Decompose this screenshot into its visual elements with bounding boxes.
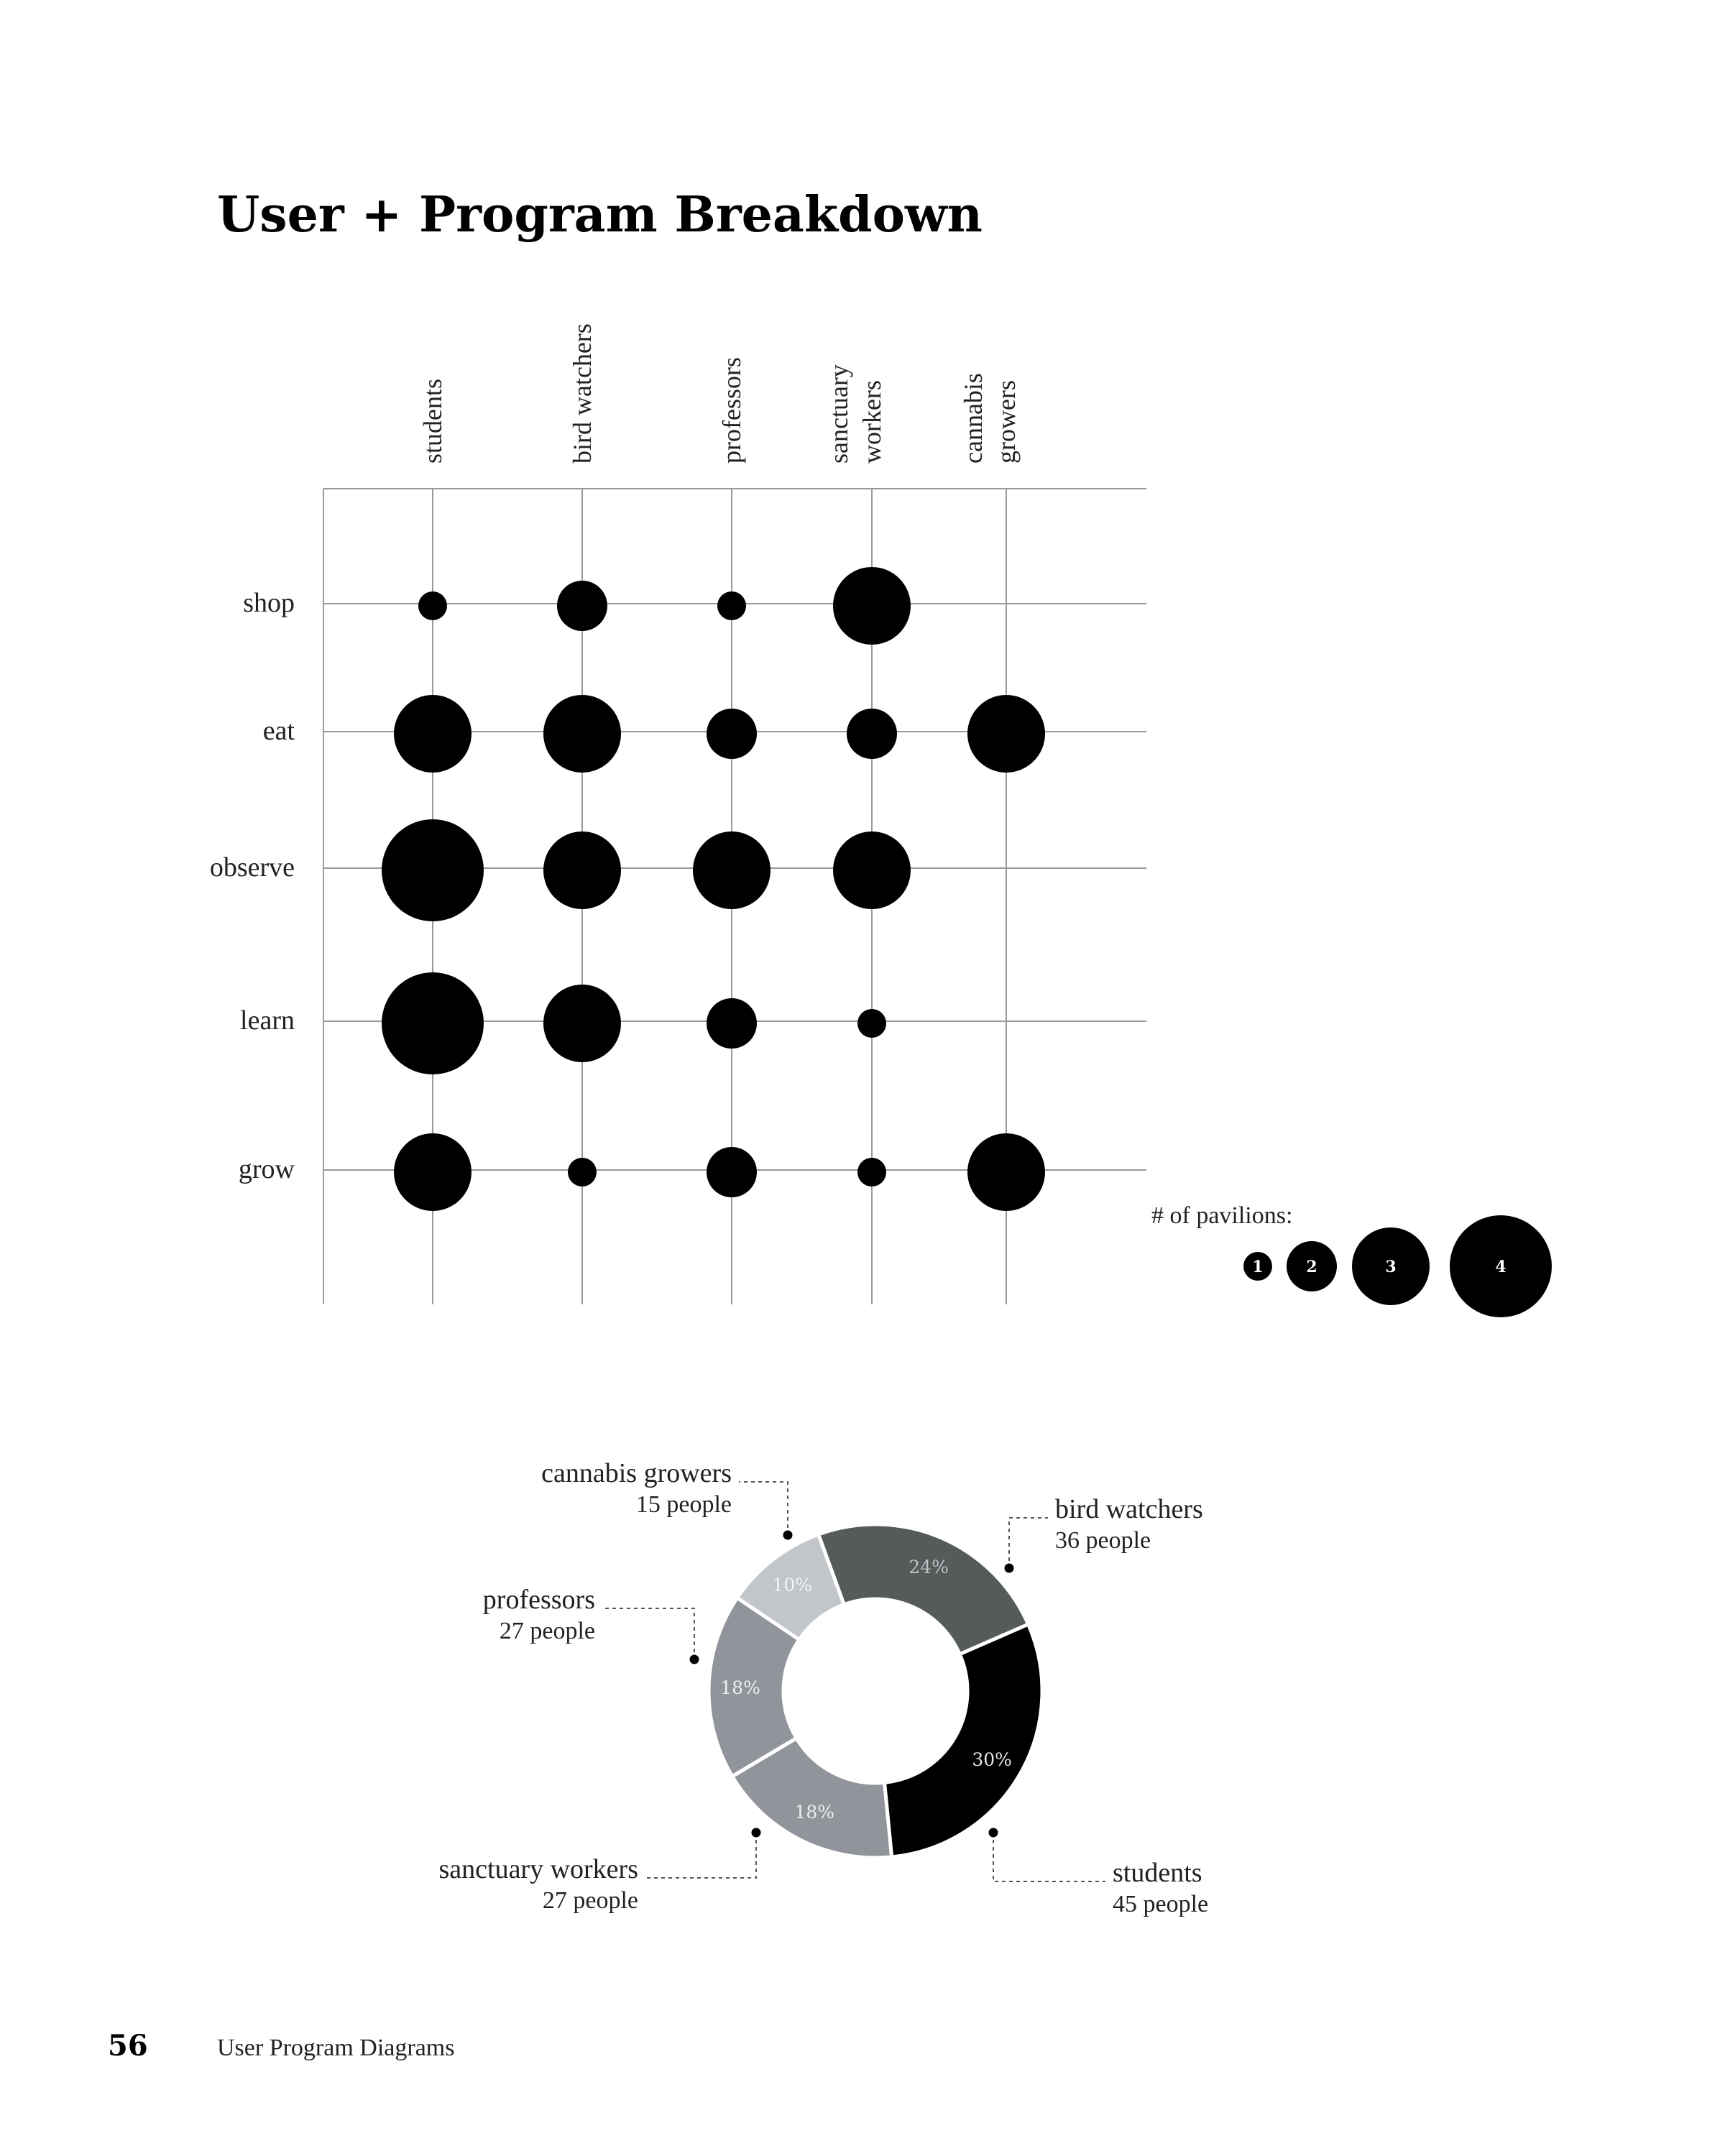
column-label: students — [418, 378, 447, 464]
legend-label: 1 — [1252, 1258, 1264, 1276]
row-label: shop — [243, 588, 295, 618]
callout-name: cannabis growers — [541, 1458, 732, 1488]
pavilion-bubble — [543, 831, 621, 909]
pavilion-bubble — [382, 819, 484, 921]
section-label: User Program Diagrams — [217, 2035, 455, 2061]
pavilion-bubble — [543, 695, 621, 773]
pavilion-bubble — [967, 695, 1045, 773]
legend-label: 4 — [1495, 1258, 1506, 1276]
pavilion-bubble — [833, 831, 911, 909]
slice-percent-label: 24% — [908, 1557, 949, 1578]
pavilion-bubble — [857, 1158, 886, 1187]
callout-leader — [647, 1833, 756, 1878]
callout-dot — [752, 1828, 761, 1838]
column-label: bird watchers — [568, 323, 597, 464]
pavilion-bubble — [717, 591, 746, 620]
pavilion-bubble — [557, 581, 607, 631]
callout-leader — [604, 1608, 694, 1659]
pavilion-bubble — [394, 1133, 472, 1211]
page-title: User + Program Breakdown — [217, 186, 983, 244]
bubble-matrix-chart — [210, 323, 1146, 1304]
donut-slice — [884, 1624, 1042, 1857]
column-label: professors — [717, 357, 746, 464]
column-label: sanctuary — [824, 364, 853, 464]
callout-leader — [1009, 1518, 1048, 1568]
pavilion-bubble — [707, 998, 757, 1049]
pavilion-bubble — [857, 1009, 886, 1038]
callout-name: students — [1113, 1858, 1202, 1888]
pavilion-bubble — [967, 1133, 1045, 1211]
column-label: growers — [992, 380, 1021, 464]
callout-dot — [1005, 1564, 1014, 1573]
column-label: cannabis — [959, 373, 988, 464]
user-donut-chart — [438, 1458, 1208, 1917]
callout-dot — [989, 1828, 998, 1838]
slice-percent-label: 18% — [720, 1677, 760, 1698]
callout-people: 15 people — [635, 1491, 732, 1518]
callout-dot — [690, 1655, 699, 1664]
callout-name: bird watchers — [1055, 1494, 1203, 1524]
callout-leader — [993, 1833, 1105, 1881]
slice-percent-label: 10% — [772, 1574, 813, 1595]
pavilion-bubble — [707, 1147, 757, 1197]
page-number: 56 — [108, 2029, 148, 2063]
callout-name: sanctuary workers — [438, 1854, 638, 1884]
pavilion-size-legend — [1151, 1202, 1552, 1317]
pavilion-bubble — [847, 709, 897, 759]
pavilion-bubble — [568, 1158, 597, 1187]
callout-leader — [739, 1482, 788, 1535]
slice-percent-label: 18% — [794, 1801, 835, 1823]
pavilion-bubble — [382, 972, 484, 1074]
callout-people: 27 people — [542, 1887, 638, 1914]
legend-title: # of pavilions: — [1151, 1202, 1293, 1229]
row-label: eat — [262, 716, 295, 746]
slice-percent-label: 30% — [972, 1749, 1012, 1771]
legend-label: 2 — [1306, 1258, 1317, 1276]
row-label: grow — [238, 1154, 295, 1184]
callout-people: 36 people — [1055, 1527, 1151, 1554]
pavilion-bubble — [707, 709, 757, 759]
row-label: observe — [209, 852, 295, 883]
row-label: learn — [240, 1005, 295, 1036]
callout-people: 27 people — [499, 1618, 595, 1644]
pavilion-bubble — [394, 695, 472, 773]
donut-slice — [819, 1524, 1029, 1654]
pavilion-bubble — [418, 591, 447, 620]
pavilion-bubble — [833, 567, 911, 645]
callout-people: 45 people — [1113, 1891, 1209, 1917]
pavilion-bubble — [543, 985, 621, 1062]
legend-label: 3 — [1385, 1258, 1397, 1276]
callout-dot — [783, 1531, 793, 1540]
column-label: workers — [857, 380, 886, 464]
callout-name: professors — [482, 1585, 595, 1615]
pavilion-bubble — [693, 831, 770, 909]
